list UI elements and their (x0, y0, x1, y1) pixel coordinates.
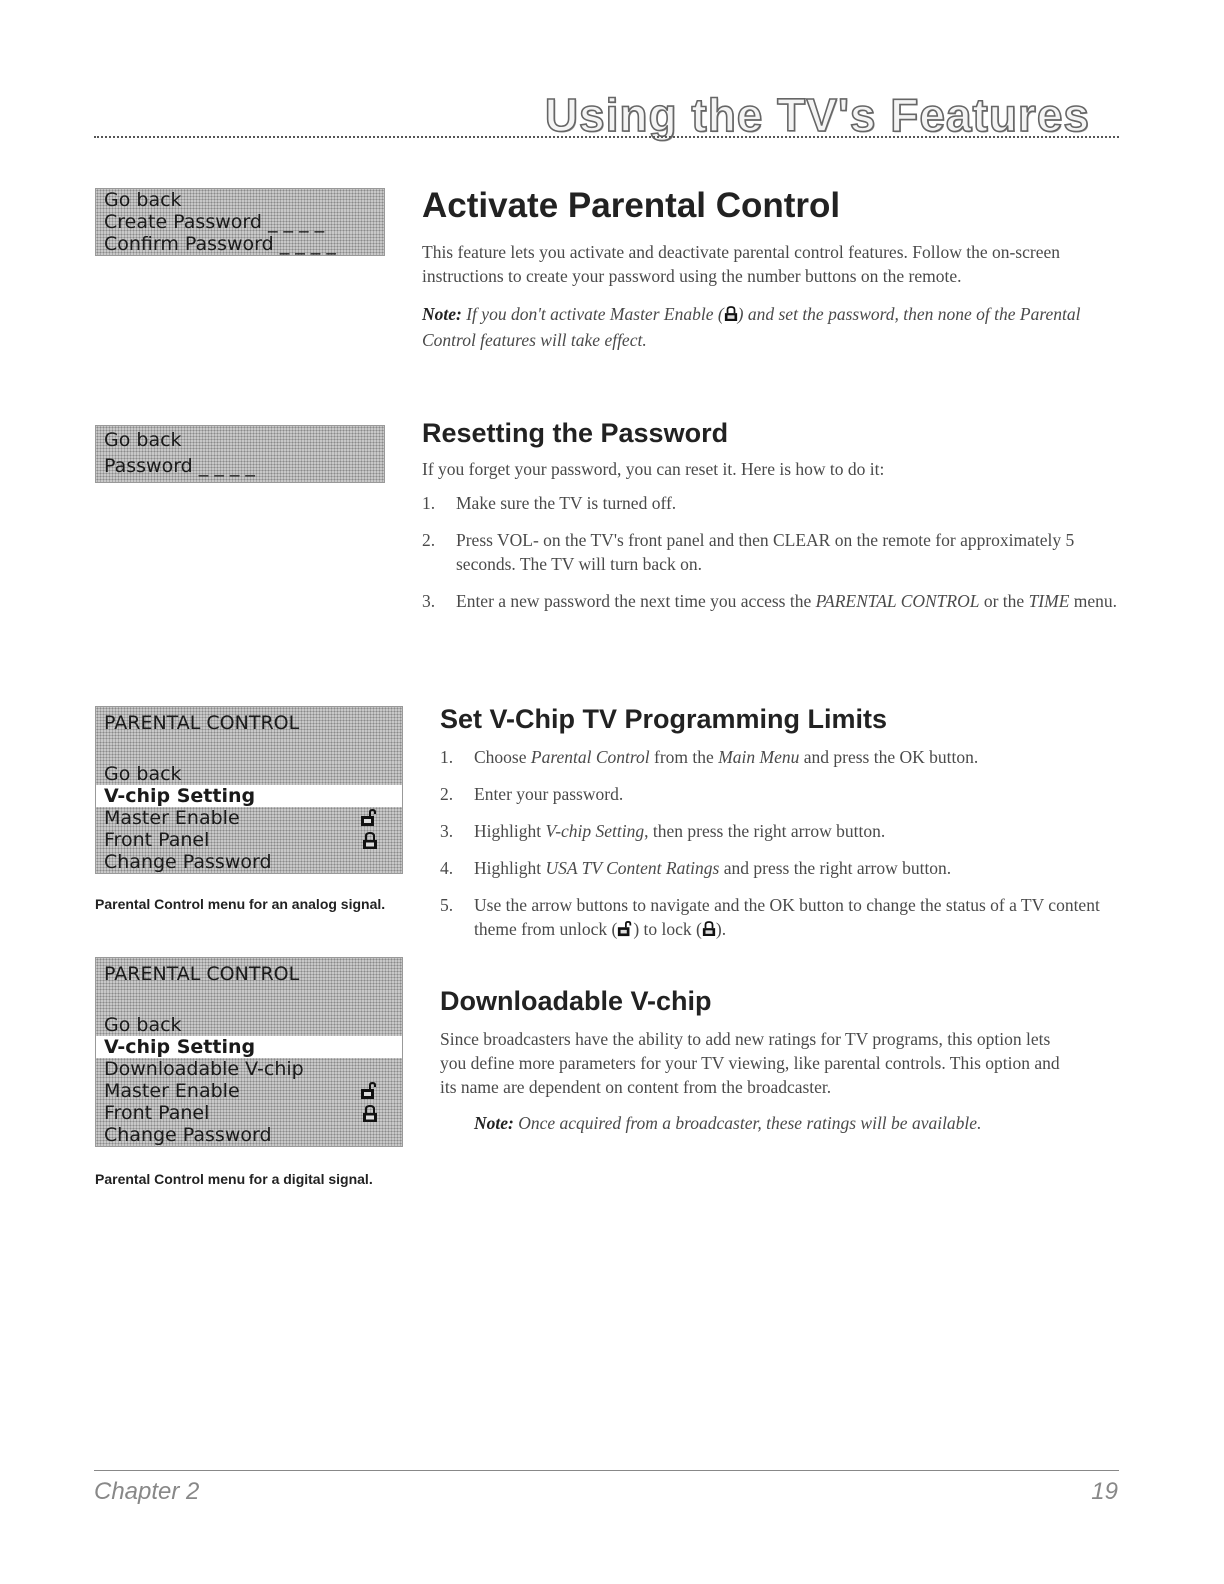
menu-section-vchip-setting: V-chip Setting (96, 1036, 402, 1058)
section-heading: Activate Parental Control (422, 186, 841, 225)
step-number: 3. (422, 591, 436, 611)
menu-item-label: Front Panel (104, 1102, 210, 1124)
step-text: , then press the right arrow button. (644, 821, 886, 841)
step-text: Choose (474, 747, 531, 767)
menu-item-label: Master Enable (104, 1080, 240, 1102)
menu-item-label: Master Enable (104, 807, 240, 829)
note-text: If you don't activate Master Enable ( (466, 304, 724, 324)
step-number: 1. (440, 747, 454, 767)
figure-caption-digital: Parental Control menu for a digital signal. (95, 1171, 373, 1187)
menu-item-create-password: Create Password _ _ _ _ (96, 211, 384, 233)
section-heading: Resetting the Password (422, 418, 729, 448)
menu-item-confirm-password: Confirm Password _ _ _ _ (96, 233, 384, 255)
menu-item-label: Front Panel (104, 829, 210, 851)
osd-menu-digital (95, 957, 403, 1147)
figure-caption-analog: Parental Control menu for an analog signal. (95, 896, 386, 912)
step-text: Highlight (474, 858, 546, 878)
step-number: 1. (422, 493, 436, 513)
menu-name: PARENTAL CONTROL (815, 591, 980, 611)
section-vchip-limits (440, 704, 1120, 956)
step-text: and press the right arrow button. (719, 858, 952, 878)
step-text: Press VOL- on the TV's front panel and then CLEAR on the remote for approximately 5 seconds. The TV will turn back on. (456, 530, 1075, 574)
step-text: or the (979, 591, 1029, 611)
unlock-icon (617, 919, 633, 943)
note (422, 302, 1122, 352)
osd-menu-create-password (95, 188, 385, 256)
step-item (422, 589, 1122, 613)
step-item (422, 491, 1122, 515)
step-number: 4. (440, 858, 454, 878)
step-number: 2. (440, 784, 454, 804)
menu-title: PARENTAL CONTROL (96, 958, 402, 992)
menu-item-downloadable-vchip: Downloadable V-chip (96, 1058, 402, 1080)
step-item (440, 745, 1120, 769)
menu-name: Parental Control (530, 747, 650, 767)
step-item (440, 782, 1120, 806)
note-label: Note: (474, 1113, 514, 1133)
menu-name: Main Menu (718, 747, 800, 767)
step-text: from the (649, 747, 719, 767)
steps-list (422, 491, 1122, 613)
header-divider (94, 136, 1119, 138)
step-text: Enter a new password the next time you access the (456, 591, 816, 611)
menu-spacer (96, 741, 402, 763)
menu-item-go-back: Go back (96, 189, 384, 211)
step-text: Highlight (474, 821, 546, 841)
menu-name: TIME (1028, 591, 1070, 611)
step-item (422, 528, 1122, 576)
note-text: ) and set the password, then none of the Parental Control features will take effect. (422, 304, 1081, 350)
step-text: Use the arrow buttons to navigate and the OK button to change the status of a TV content theme from unlock ( (474, 895, 1100, 939)
menu-item-master-enable (96, 1080, 402, 1102)
step-text: Make sure the TV is turned off. (456, 493, 677, 513)
menu-item-master-enable (96, 807, 402, 829)
section-downloadable-vchip (440, 986, 1080, 1135)
section-resetting-password (422, 418, 1122, 626)
section-body: This feature lets you activate and deactivate parental control features. Follow the on-screen instructions to create your password using the number buttons on the remote. (422, 242, 1060, 286)
step-number: 2. (422, 530, 436, 550)
section-heading: Downloadable V-chip (440, 986, 712, 1016)
footer-divider (94, 1470, 1119, 1471)
note-text: Once acquired from a broadcaster, these ratings will be available. (518, 1113, 982, 1133)
step-item (440, 819, 1120, 843)
menu-item-go-back: Go back (96, 426, 384, 454)
footer-page-number: 19 (1091, 1478, 1118, 1505)
note-label: Note: (422, 304, 462, 324)
note (474, 1111, 1034, 1135)
step-text: ). (715, 919, 727, 939)
step-number: 3. (440, 821, 454, 841)
menu-item-front-panel (96, 1102, 402, 1124)
lock-icon (702, 919, 716, 943)
footer-chapter: Chapter 2 (94, 1478, 200, 1505)
page-header-title: Using the TV's Features (544, 89, 1090, 141)
menu-item-password: Password _ _ _ _ (96, 454, 384, 482)
step-item (440, 893, 1120, 943)
section-activate-parental-control (422, 186, 1122, 352)
section-body: Since broadcasters have the ability to add new ratings for TV programs, this option lets you define more parameters for your TV viewing, like parental controls. This option and its name are dependent on content from the broadcaster. (440, 1029, 1060, 1097)
step-text: and press the OK button. (799, 747, 979, 767)
osd-menu-password (95, 425, 385, 483)
menu-name: USA TV Content Ratings (545, 858, 720, 878)
step-number: 5. (440, 895, 454, 915)
steps-list (440, 745, 1120, 943)
menu-name: V-chip Setting (545, 821, 645, 841)
menu-item-change-password: Change Password (96, 851, 402, 873)
lock-icon (724, 304, 738, 328)
menu-item-go-back: Go back (96, 763, 402, 785)
menu-spacer (96, 992, 402, 1014)
menu-item-front-panel (96, 829, 402, 851)
step-text: Enter your password. (474, 784, 624, 804)
menu-item-change-password: Change Password (96, 1124, 402, 1146)
section-heading: Set V-Chip TV Programming Limits (440, 704, 888, 734)
osd-menu-analog (95, 706, 403, 874)
step-item (440, 856, 1120, 880)
menu-title: PARENTAL CONTROL (96, 707, 402, 741)
section-intro: If you forget your password, you can reset it. Here is how to do it: (422, 459, 885, 479)
menu-item-go-back: Go back (96, 1014, 402, 1036)
step-text: ) to lock ( (633, 919, 702, 939)
step-text: menu. (1069, 591, 1118, 611)
menu-section-vchip-setting: V-chip Setting (96, 785, 402, 807)
